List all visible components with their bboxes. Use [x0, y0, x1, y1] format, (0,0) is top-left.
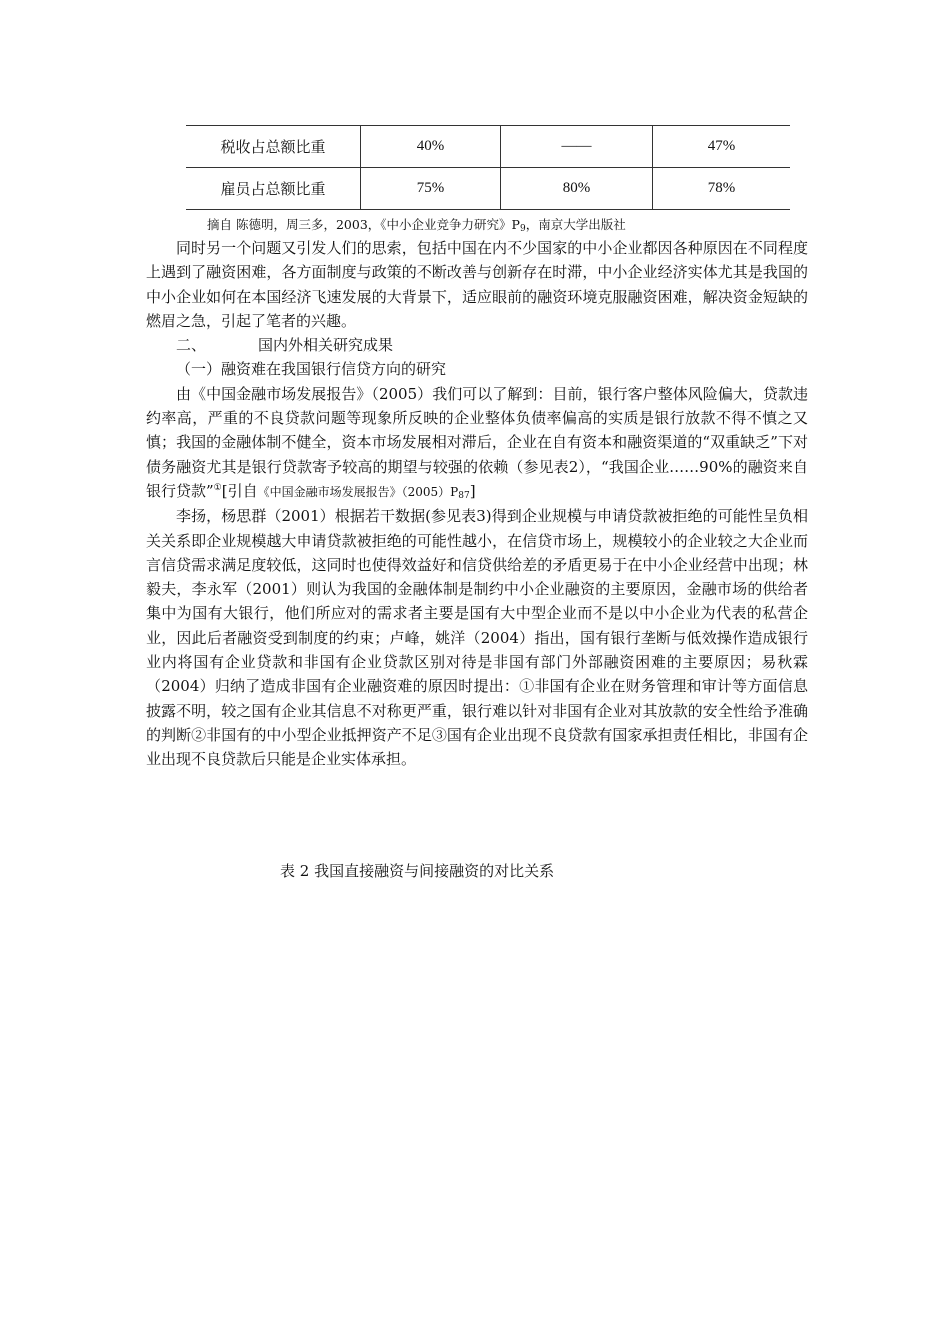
paragraph-text: 由《中国金融市场发展报告》（2005）我们可以了解到：目前，银行客户整体风险偏大，贷款违约率高，严重的不良贷款问题等现象所反映的企业整体负债率偏高的实质是银行放款不得不慎之又慎；我国的金融体制不健全，资本市场发展相对滞后，企业在自有资本和融资渠道的“双重缺乏”下对债务融资尤其是银行贷款寄予较高的期望与较强的依赖（参见表2），“我国企业……90%的融资来自银行贷款” [146, 384, 808, 500]
source-text: 摘自 陈德明，周三多，2003，《中小企业竞争力研究》P [207, 217, 520, 232]
table-row [186, 126, 790, 168]
paragraph: 李扬，杨思群（2001）根据若干数据(参见表3)得到企业规模与申请贷款被拒绝的可能性呈负相关关系即企业规模越大申请贷款被拒绝的可能性越小，在信贷市场上，规模较小的企业较之大企业而言信贷需求满足度较低，这同时也使得效益好和信贷供给差的矛盾更易于在中小企业经营中出现；林毅夫，李永军（2001）则认为我国的金融体制是制约中小企业融资的主要原因，金融市场的供给者集中为国有大银行，他们所应对的需求者主要是国有大中型企业而不是以中小企业为代表的私营企业，因此后者融资受到制度的约束；卢峰，姚洋（2004）指出，国有银行垄断与低效操作造成银行业内将国有企业贷款和非国有企业贷款区别对待是非国有部门外部融资困难的主要原因；易秋霖（2004）归纳了造成非国有企业融资难的原因时提出：①非国有企业在财务管理和审计等方面信息披露不明，较之国有企业其信息不对称更严重，银行难以针对非国有企业对其放款的安全性给予准确的判断②非国有的中小型企业抵押资产不足③国有企业出现不良贷款有国家承担责任相比，非国有企业出现不良贷款后只能是企业实体承担。 [146, 507, 808, 769]
citation-page: 87 [458, 490, 470, 501]
table-row [186, 168, 790, 210]
table-cell: 80% [500, 168, 652, 210]
source-publisher: ，南京大学出版社 [525, 217, 626, 232]
table-cell: 75% [361, 168, 501, 210]
section-title: 国内外相关研究成果 [258, 336, 394, 355]
row-label: 雇员占总额比重 [186, 168, 361, 210]
citation-open: [引自 [221, 481, 258, 500]
body-text [146, 236, 808, 772]
paragraph [146, 382, 808, 504]
table-cell: 78% [653, 168, 790, 210]
row-label: 税收占总额比重 [186, 126, 361, 168]
source-page: 9 [519, 224, 526, 234]
enterprise-share-table [186, 125, 790, 210]
citation-text: 《中国金融市场发展报告》（2005）P [257, 484, 459, 499]
citation-close: ] [469, 481, 476, 500]
footnote-marker: ① [213, 482, 222, 493]
paragraph: 同时另一个问题又引发人们的思索，包括中国在内不少国家的中小企业都因各种原因在不同程度上遇到了融资困难，各方面制度与政策的不断改善与创新存在时滞，中小企业经济实体尤其是我国的中小企业如何在本国经济飞速发展的大背景下，适应眼前的融资环境克服融资困难，解决资金短缺的燃眉之急，引起了笔者的兴趣。 [146, 239, 808, 330]
table-cell: 40% [361, 126, 501, 168]
subsection-heading: （一）融资难在我国银行信贷方向的研究 [176, 360, 447, 379]
table-source-note [207, 215, 626, 233]
section-number: 二、 [176, 336, 207, 355]
section-heading [146, 333, 808, 357]
table-cell: —— [500, 126, 652, 168]
table-caption: 表 2 我国直接融资与间接融资的对比关系 [280, 862, 555, 880]
table-cell: 47% [653, 126, 790, 168]
